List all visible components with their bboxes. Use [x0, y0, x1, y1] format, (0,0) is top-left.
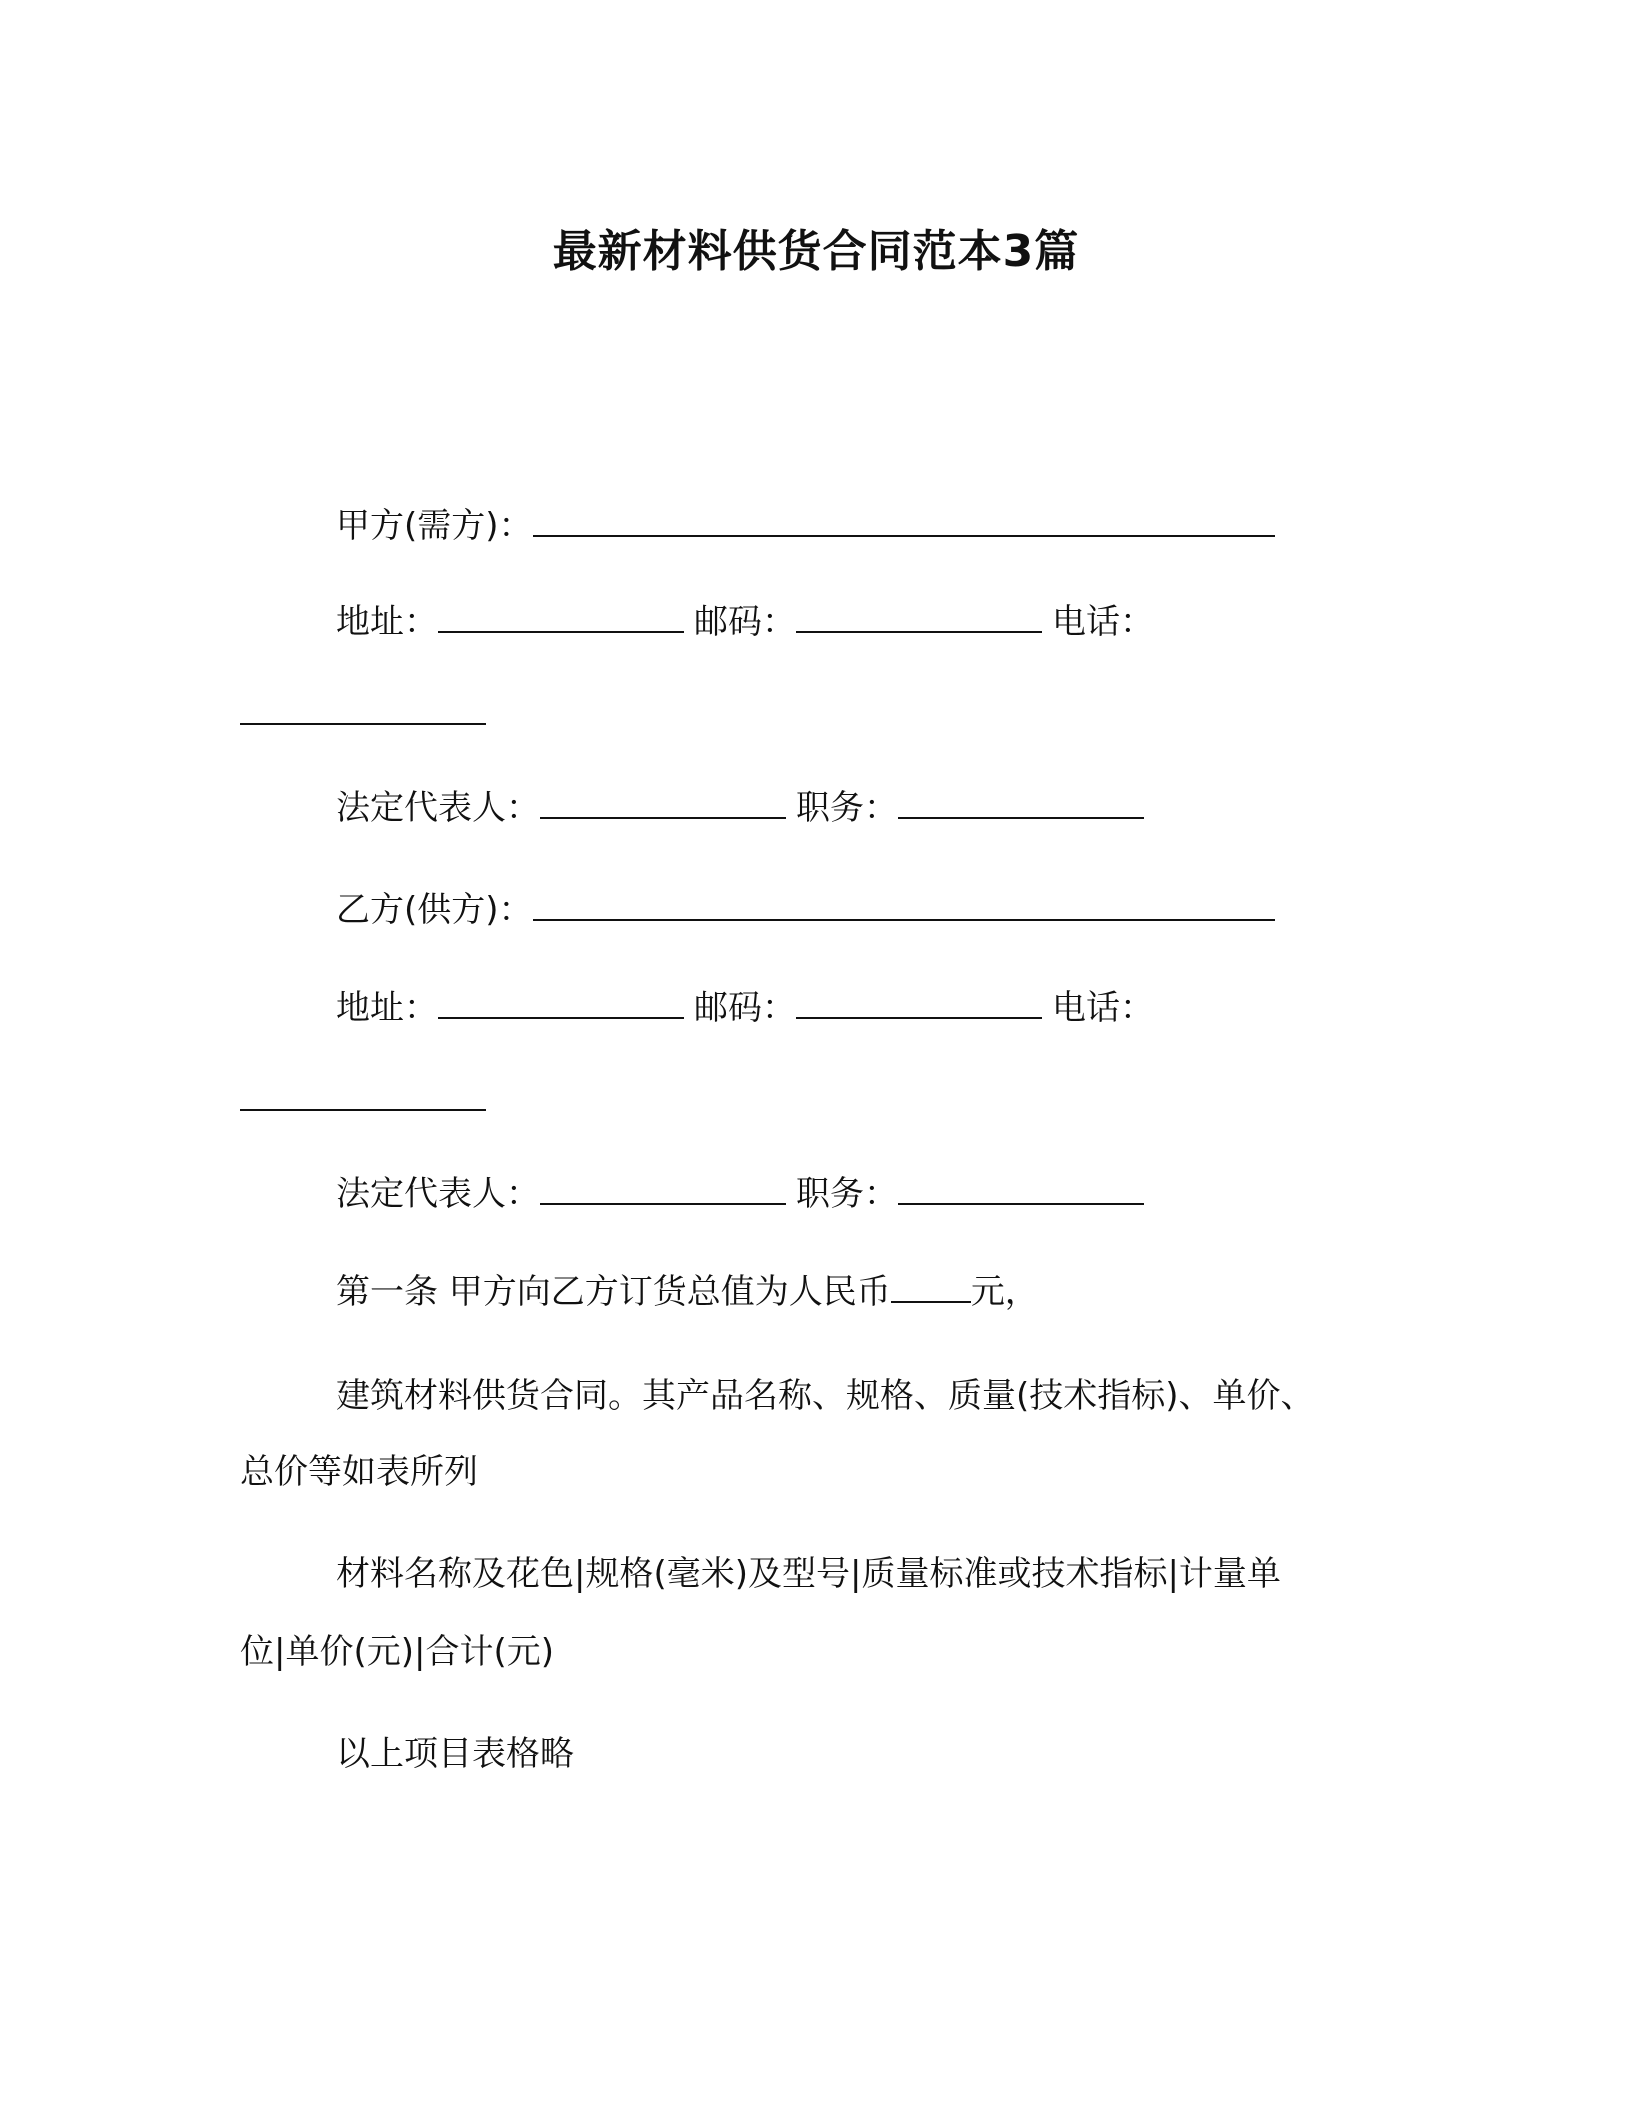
party-a-legal-rep-blank — [540, 787, 786, 819]
party-a-label: 甲方(需方)： — [336, 506, 533, 546]
party-b-address-label: 地址： — [336, 988, 438, 1028]
party-a-address-blank — [438, 601, 684, 633]
party-a-position-blank — [898, 787, 1144, 819]
party-a-legal-rep-label: 法定代表人： — [336, 788, 540, 828]
table-omitted-note: 以上项目表格略 — [336, 1734, 574, 1774]
party-b-blank — [533, 889, 1275, 921]
party-b-label: 乙方(供方)： — [336, 890, 533, 930]
party-b-row — [336, 886, 1275, 934]
party-b-position-label: 职务： — [796, 1174, 898, 1214]
party-a-row — [336, 502, 1275, 550]
product-paragraph-line-1: 建筑材料供货合同。其产品名称、规格、质量(技术指标)、单价、 — [336, 1376, 1315, 1416]
article-1-prefix: 第一条 甲方向乙方订货总值为人民币 — [336, 1272, 891, 1312]
party-a-address-label: 地址： — [336, 602, 438, 642]
party-b-address-blank — [438, 987, 684, 1019]
party-a-contact-row — [336, 598, 1154, 646]
party-b-postcode-label: 邮码： — [694, 988, 796, 1028]
party-b-legal-rep-blank — [540, 1173, 786, 1205]
party-b-postcode-blank — [796, 987, 1042, 1019]
party-b-phone-label: 电话： — [1052, 988, 1154, 1028]
party-a-postcode-label: 邮码： — [694, 602, 796, 642]
party-a-position-label: 职务： — [796, 788, 898, 828]
party-b-contact-row — [336, 984, 1154, 1032]
party-b-position-blank — [898, 1173, 1144, 1205]
party-b-legal-rep-label: 法定代表人： — [336, 1174, 540, 1214]
party-b-rep-row — [336, 1170, 1144, 1218]
party-a-postcode-blank — [796, 601, 1042, 633]
party-a-phone-blank — [240, 693, 486, 725]
table-header-line-1: 材料名称及花色|规格(毫米)及型号|质量标准或技术指标|计量单 — [336, 1554, 1281, 1594]
table-header-line-2: 位|单价(元)|合计(元) — [240, 1632, 554, 1672]
party-a-rep-row — [336, 784, 1144, 832]
party-a-phone-label: 电话： — [1052, 602, 1154, 642]
document-title: 最新材料供货合同范本3篇 — [552, 226, 1080, 277]
party-b-phone-row — [240, 1076, 486, 1124]
article-1-amount-blank — [891, 1271, 971, 1303]
party-a-phone-row — [240, 690, 486, 738]
party-a-blank — [533, 505, 1275, 537]
article-1-row — [336, 1268, 1039, 1316]
party-b-phone-blank — [240, 1079, 486, 1111]
product-paragraph-line-2: 总价等如表所列 — [240, 1452, 478, 1492]
article-1-suffix: 元， — [970, 1272, 1039, 1312]
